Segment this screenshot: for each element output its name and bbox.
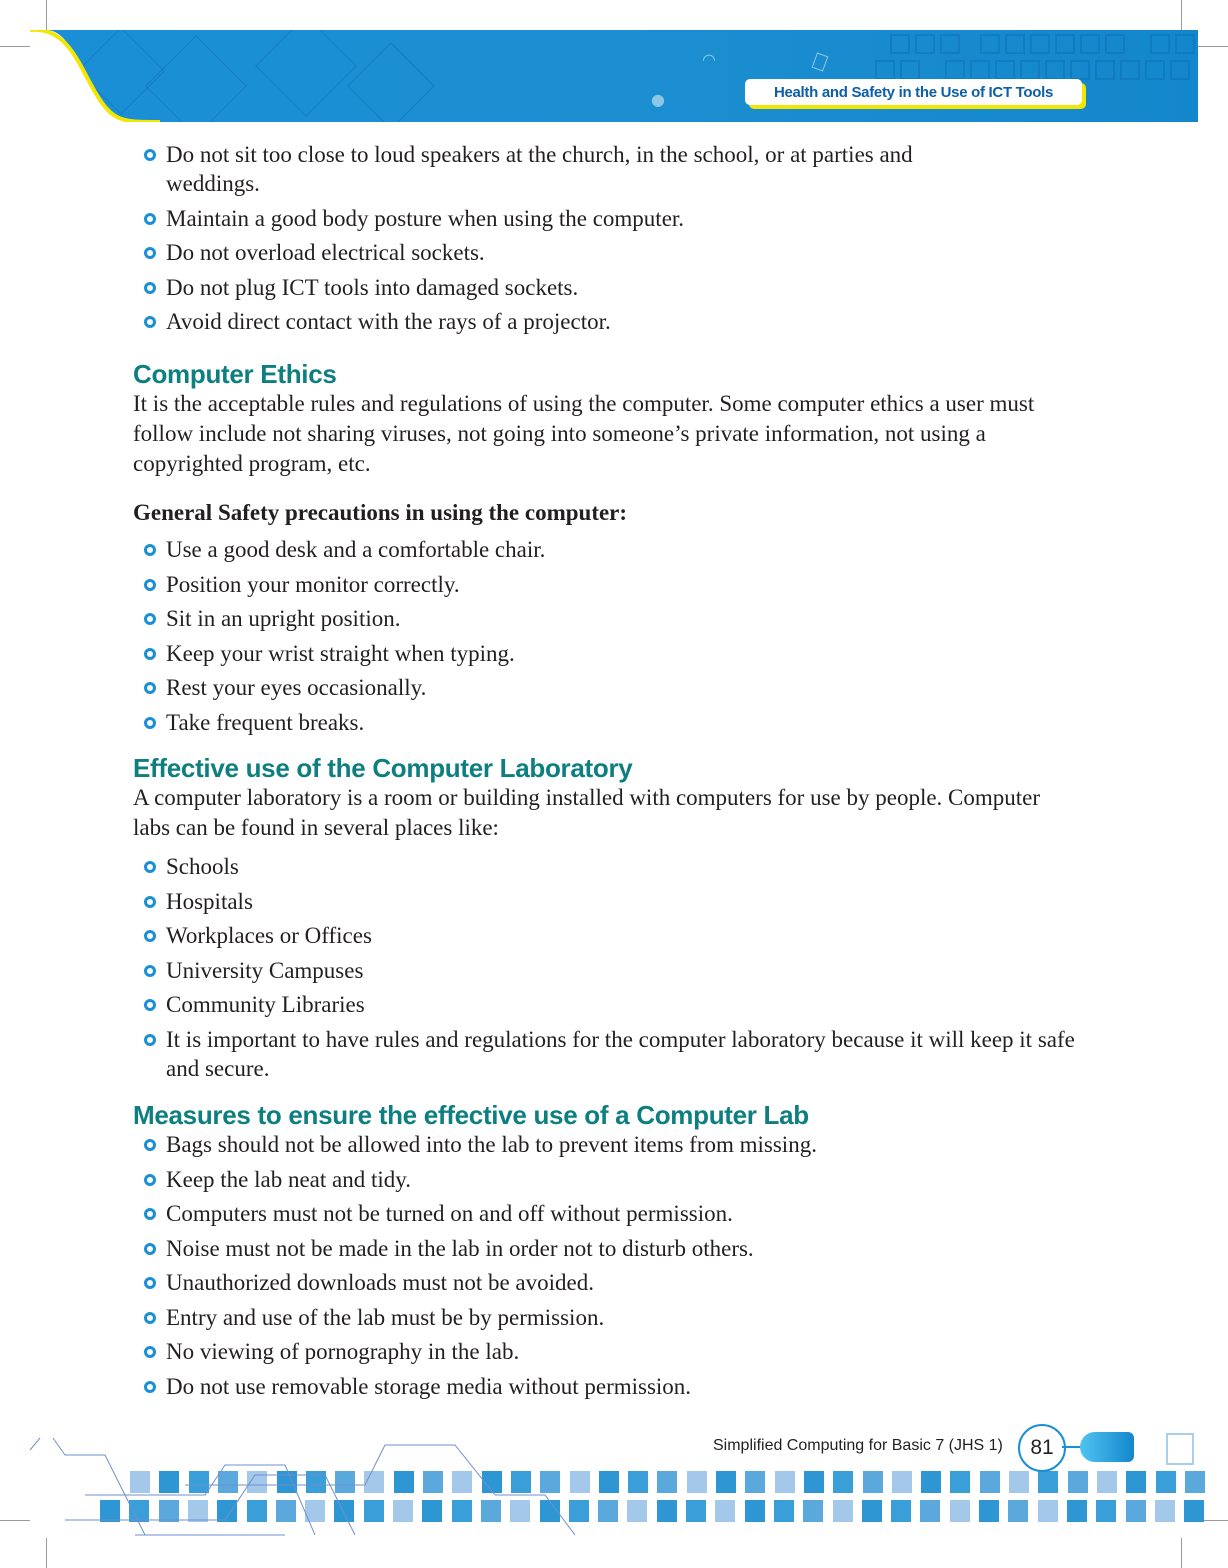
list-item: Keep your wrist straight when typing. [133, 639, 1093, 668]
decorative-square [1068, 1471, 1088, 1493]
mouse-decoration [1062, 1446, 1082, 1448]
list-item: Do not use removable storage media without permission. [133, 1372, 1093, 1401]
measures-list [133, 1130, 1093, 1401]
list-item: Noise must not be made in the lab in order not to disturb others. [133, 1234, 1093, 1263]
decorative-square [1126, 1471, 1146, 1493]
crop-mark [0, 46, 30, 47]
list-item: Rest your eyes occasionally. [133, 673, 1093, 702]
crop-mark [1181, 1538, 1182, 1568]
precautions-list [133, 535, 1093, 737]
list-item: Community Libraries [133, 990, 1093, 1019]
list-item: Unauthorized downloads must not be avoided. [133, 1268, 1093, 1297]
decorative-square [979, 1500, 999, 1522]
decorative-square [1009, 1471, 1029, 1493]
list-item: Sit in an upright position. [133, 604, 1093, 633]
section-heading: Effective use of the Computer Laboratory [133, 753, 633, 783]
list-item: Workplaces or Offices [133, 921, 1093, 950]
decorative-square [863, 1471, 883, 1493]
decorative-square [1126, 1500, 1146, 1522]
decorative-square [686, 1500, 706, 1522]
decorative-square [657, 1500, 677, 1522]
lab-measures-section [133, 1100, 1093, 1406]
list-item: Bags should not be allowed into the lab to prevent items from missing. [133, 1130, 1093, 1159]
section-paragraph: A computer laboratory is a room or building installed with computers for use by people. Computer labs can be found in several places like: [133, 785, 1041, 840]
section-paragraph: It is the acceptable rules and regulations of using the computer. Some computer ethics a user must follow include not sharing viruses, not going into someone’s private information, not using a copyrighted program, etc. [133, 391, 1035, 476]
header-banner [30, 30, 1198, 122]
decorative-square [1096, 1500, 1116, 1522]
health-tips-list [133, 140, 1093, 336]
subheading: General Safety precautions in using the computer: [133, 500, 628, 525]
section-heading: Measures to ensure the effective use of a Computer Lab [133, 1100, 809, 1130]
page-number: 81 [1018, 1424, 1066, 1472]
list-item: Avoid direct contact with the rays of a projector. [133, 307, 1093, 336]
mouse-decoration [1080, 1432, 1134, 1462]
decorative-square [1185, 1471, 1205, 1493]
lab-places-list [133, 852, 1093, 1083]
list-item: University Campuses [133, 956, 1093, 985]
decorative-square [687, 1471, 707, 1493]
crop-mark [1181, 0, 1182, 30]
decorative-square [1184, 1500, 1204, 1522]
decorative-square [1067, 1500, 1087, 1522]
circuit-lines-decoration [25, 1435, 625, 1545]
safety-precautions-section [133, 498, 1093, 742]
health-tips-section [133, 140, 1093, 342]
frame-decoration [1166, 1433, 1194, 1465]
list-item: It is important to have rules and regulations for the computer laboratory because it will keep it safe and secure. [133, 1025, 1093, 1083]
decorative-square [774, 1500, 794, 1522]
decorative-square [862, 1500, 882, 1522]
decorative-square [1097, 1471, 1117, 1493]
decorative-square [950, 1500, 970, 1522]
decorative-square [627, 1500, 647, 1522]
list-item: Do not sit too close to loud speakers at the church, in the school, or at parties and weddings. [133, 140, 1093, 198]
list-item: Schools [133, 852, 1093, 881]
decorative-square [1008, 1500, 1028, 1522]
decorative-square [804, 1471, 824, 1493]
decorative-square [980, 1471, 1000, 1493]
calculator-icon [812, 52, 829, 71]
decorative-square [833, 1500, 853, 1522]
computer-ethics-section [133, 359, 1093, 479]
list-item: Position your monitor correctly. [133, 570, 1093, 599]
decorative-square [716, 1471, 736, 1493]
list-item: Hospitals [133, 887, 1093, 916]
computer-lab-section [133, 753, 1093, 1088]
decorative-square [1155, 1500, 1175, 1522]
list-item: Computers must not be turned on and off without permission. [133, 1199, 1093, 1228]
decorative-square [715, 1500, 735, 1522]
decorative-square [745, 1500, 765, 1522]
decorative-square [1156, 1471, 1176, 1493]
list-item: Do not plug ICT tools into damaged sockets. [133, 273, 1093, 302]
list-item: No viewing of pornography in the lab. [133, 1337, 1093, 1366]
decorative-square [921, 1471, 941, 1493]
list-item: Entry and use of the lab must be by permission. [133, 1303, 1093, 1332]
list-item: Do not overload electrical sockets. [133, 238, 1093, 267]
decorative-square [803, 1500, 823, 1522]
globe-icon: ● [651, 90, 665, 109]
decorative-square [628, 1471, 648, 1493]
crop-mark [1198, 46, 1228, 47]
decorative-square [950, 1471, 970, 1493]
wifi-icon: ◠ [702, 50, 716, 69]
section-heading: Computer Ethics [133, 359, 337, 389]
book-title: Simplified Computing for Basic 7 (JHS 1) [713, 1437, 1003, 1454]
decorative-square [833, 1471, 853, 1493]
decorative-square [657, 1471, 677, 1493]
list-item: Keep the lab neat and tidy. [133, 1165, 1093, 1194]
list-item: Use a good desk and a comfortable chair. [133, 535, 1093, 564]
decorative-square [745, 1471, 765, 1493]
decorative-square [775, 1471, 795, 1493]
decorative-square [892, 1471, 912, 1493]
decorative-square [920, 1500, 940, 1522]
list-item: Take frequent breaks. [133, 708, 1093, 737]
chapter-title-tag: Health and Safety in the Use of ICT Tools [745, 79, 1082, 105]
decorative-square [1038, 1471, 1058, 1493]
yellow-wave-decoration [30, 30, 200, 122]
decorative-square [891, 1500, 911, 1522]
list-item: Maintain a good body posture when using the computer. [133, 204, 1093, 233]
decorative-square [1038, 1500, 1058, 1522]
crop-mark [46, 0, 47, 30]
